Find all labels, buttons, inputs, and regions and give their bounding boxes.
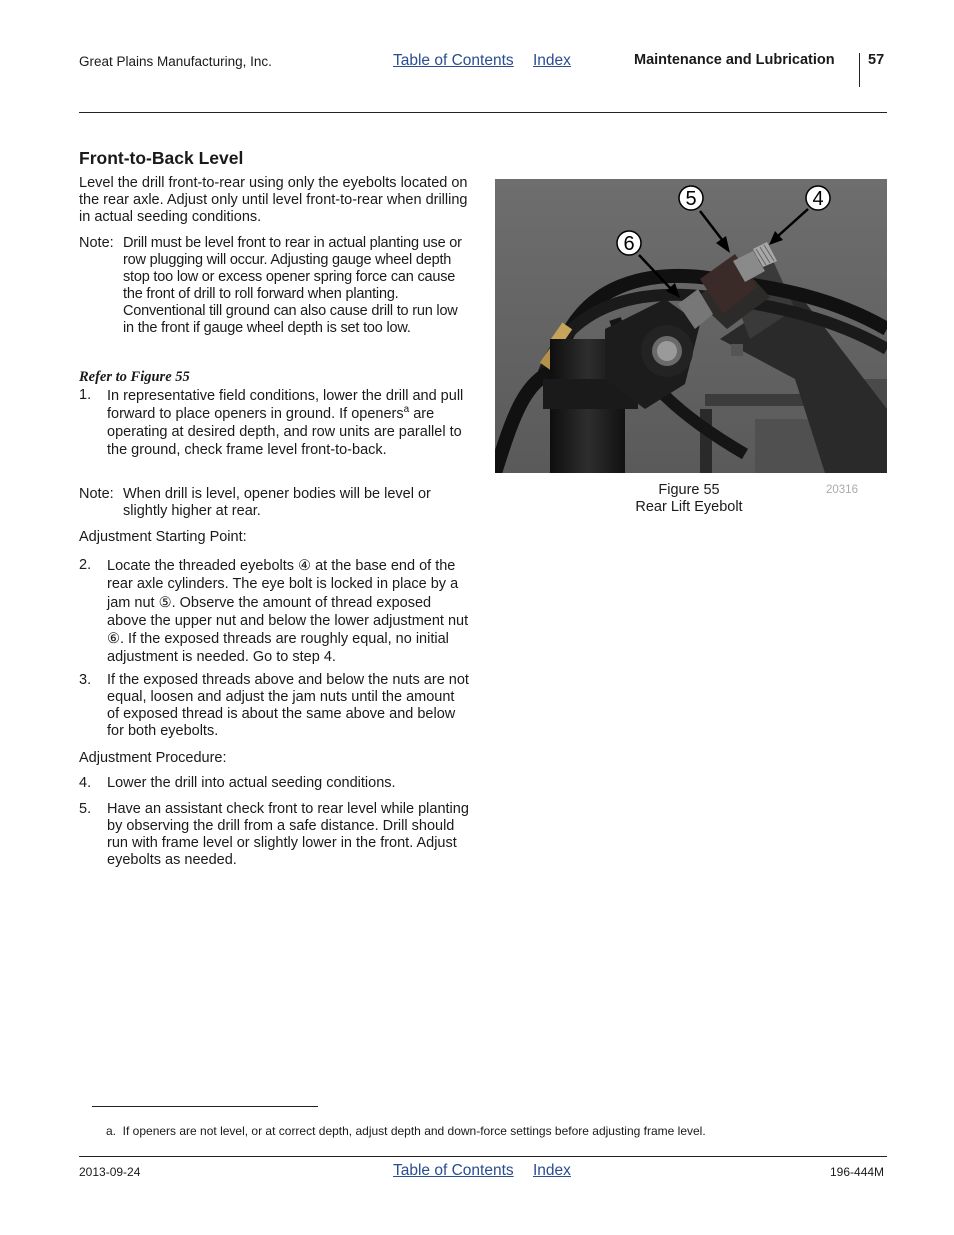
step-number: 5. bbox=[79, 801, 92, 817]
footer-index-link[interactable]: Index bbox=[533, 1162, 571, 1179]
step-number: 3. bbox=[79, 672, 92, 688]
note-block-2 bbox=[79, 486, 469, 520]
step-text: Have an assistant check front to rear level while planting by observing the drill from a safe distance. Drill should run with frame level or slightly lower in the front. Adjust eyebolts as needed. bbox=[107, 801, 469, 868]
header-rule bbox=[79, 112, 887, 113]
step-text-part: are operating at desired depth, and row units are parallel to the ground, check frame level front-to-back. bbox=[107, 406, 462, 458]
note-text: Drill must be level front to rear in actual planting use or row plugging will occur. Adjusting gauge wheel depth stop too low or excess opener spring force can cause the front of drill to roll forward when planting. Conventional till ground can also cause drill to run low in the front if gauge wheel depth is set too low. bbox=[123, 235, 462, 336]
step-number: 1. bbox=[79, 387, 92, 403]
section-title: Front-to-Back Level bbox=[79, 148, 244, 168]
footer-toc-link[interactable]: Table of Contents bbox=[393, 1162, 514, 1179]
step-2 bbox=[79, 557, 469, 667]
note-label: Note: bbox=[79, 486, 114, 502]
intro-paragraph: Level the drill front-to-rear using only the eyebolts located on the rear axle. Adjust only until level front-to-rear when drilling in actual seeding conditions. bbox=[79, 175, 468, 225]
step-text-part: In representative field conditions, lower the drill and pull forward to place openers in ground. If openers bbox=[107, 388, 464, 422]
note-text: When drill is level, opener bodies will be level or slightly higher at rear. bbox=[123, 486, 431, 519]
step-text bbox=[107, 387, 469, 459]
figure-image-id: 20316 bbox=[826, 484, 858, 496]
step-number: 4. bbox=[79, 775, 92, 791]
footer-doc-number: 196-444M bbox=[830, 1165, 885, 1179]
section-name: Maintenance and Lubrication bbox=[634, 52, 835, 68]
footnote-marker: a bbox=[403, 404, 410, 416]
eyebolt-photo bbox=[495, 179, 887, 473]
step-5 bbox=[79, 801, 469, 869]
figure-number: Figure 55 bbox=[658, 482, 720, 498]
footer-rule bbox=[79, 1156, 887, 1157]
step-4 bbox=[79, 775, 469, 792]
step-number: 2. bbox=[79, 557, 92, 573]
header-toc-link[interactable]: Table of Contents bbox=[393, 52, 514, 69]
callout-4: 4 bbox=[812, 188, 824, 210]
header-divider bbox=[859, 53, 860, 87]
step-3 bbox=[79, 672, 469, 740]
step-1 bbox=[79, 387, 469, 459]
callout-5: 5 bbox=[685, 188, 697, 210]
footer-date: 2013-09-24 bbox=[79, 1165, 141, 1179]
footnote-rule bbox=[92, 1106, 318, 1107]
header-index-link[interactable]: Index bbox=[533, 52, 571, 69]
figure-caption: Rear Lift Eyebolt bbox=[635, 499, 743, 515]
step-text: Locate the threaded eyebolts ④ at the base end of the rear axle cylinders. The eye bolt is locked in place by a jam nut ⑤. Observe the amount of thread exposed above the upper nut and below the lower adjustment nut ⑥. If the exposed threads are roughly equal, no initial adjustment is needed. Go to step 4. bbox=[107, 558, 469, 666]
note-block-1 bbox=[79, 235, 469, 337]
step-text: Lower the drill into actual seeding conditions. bbox=[107, 775, 396, 791]
company-name: Great Plains Manufacturing, Inc. bbox=[79, 54, 272, 69]
page-number: 57 bbox=[868, 52, 885, 68]
note-label: Note: bbox=[79, 235, 114, 251]
procedure-heading: Adjustment Procedure: bbox=[79, 750, 227, 766]
step-text: If the exposed threads above and below the nuts are not equal, loosen and adjust the jam nuts until the amount of exposed thread is about the same above and below for both eyebolts. bbox=[107, 672, 469, 739]
footnote: a. If openers are not level, or at correct depth, adjust depth and down-force settings before adjusting frame level. bbox=[106, 1124, 706, 1138]
figure-reference: Refer to Figure 55 bbox=[79, 369, 190, 385]
starting-point-heading: Adjustment Starting Point: bbox=[79, 529, 247, 545]
callout-6: 6 bbox=[623, 233, 635, 255]
